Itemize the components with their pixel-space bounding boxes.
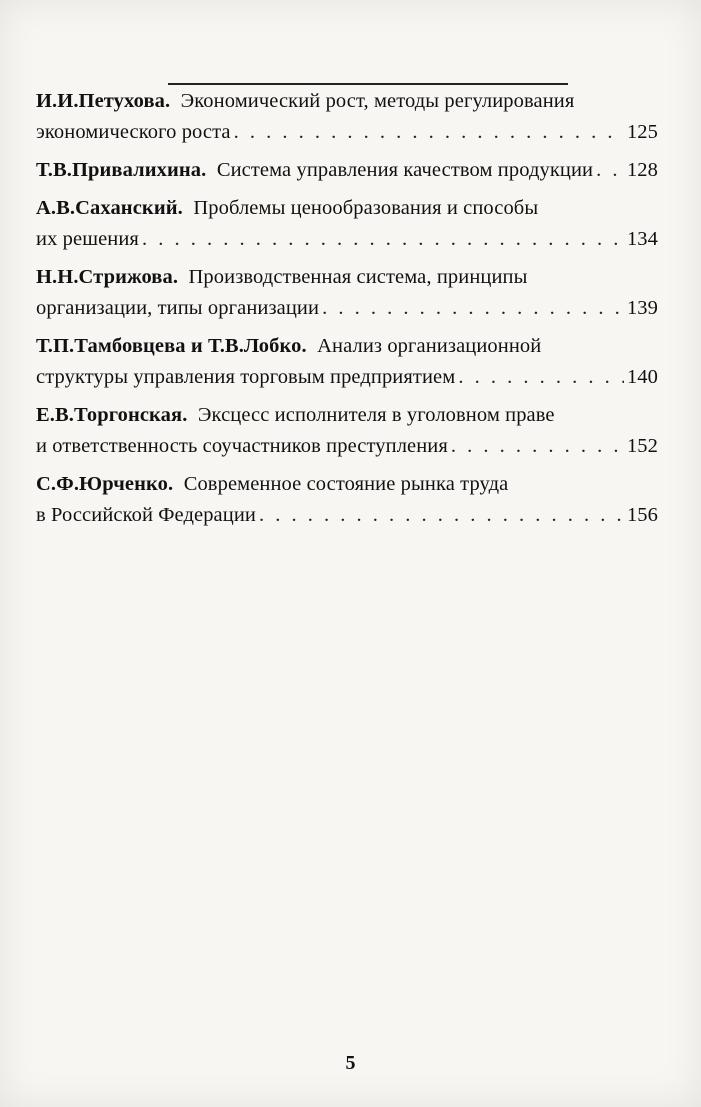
toc-title-cont: в Российской Федерации	[36, 504, 256, 526]
toc-page-number: 152	[626, 435, 658, 457]
toc-author: Т.В.Привалихина.	[36, 159, 207, 181]
leader-dots	[451, 431, 624, 462]
table-of-contents	[36, 86, 658, 538]
leader-dots	[458, 362, 624, 393]
toc-title: Система управления качеством продукции	[216, 159, 594, 181]
toc-page-number: 139	[626, 297, 658, 319]
toc-entry	[36, 262, 658, 324]
toc-author: Е.В.Торгонская.	[36, 404, 188, 426]
toc-author: С.Ф.Юрченко.	[36, 473, 174, 495]
toc-entry	[36, 469, 658, 531]
toc-title: Эксцесс исполнителя в уголовном праве	[197, 404, 555, 426]
toc-page-number: 128	[626, 159, 658, 181]
toc-entry	[36, 193, 658, 255]
toc-title-cont: и ответственность соучастников преступления	[36, 435, 448, 457]
toc-title: Экономический рост, методы регулирования	[180, 90, 575, 112]
leader-dots	[234, 117, 624, 148]
page-number: 5	[345, 1052, 356, 1074]
toc-title: Проблемы ценообразования и способы	[193, 197, 539, 219]
toc-title-cont: экономического роста	[36, 121, 231, 143]
toc-entry	[36, 155, 658, 186]
top-rule	[168, 83, 568, 85]
leader-dots	[322, 293, 624, 324]
toc-entry	[36, 86, 658, 148]
toc-title: Современное состояние рынка труда	[183, 473, 509, 495]
toc-author: И.И.Петухова.	[36, 90, 171, 112]
toc-title: Производственная система, принципы	[188, 266, 528, 288]
toc-page-number: 125	[626, 121, 658, 143]
leader-dots	[142, 224, 624, 255]
toc-author: Т.П.Тамбовцева и Т.В.Лобко.	[36, 335, 307, 357]
toc-page-number: 140	[626, 366, 658, 388]
leader-dots	[259, 500, 624, 531]
leader-dots	[596, 155, 624, 186]
toc-entry	[36, 331, 658, 393]
toc-title-cont: их решения	[36, 228, 139, 250]
toc-author: А.В.Саханский.	[36, 197, 183, 219]
toc-title: Анализ организационной	[317, 335, 542, 357]
toc-author: Н.Н.Стрижова.	[36, 266, 179, 288]
toc-page-number: 156	[626, 504, 658, 526]
toc-title-cont: организации, типы организации	[36, 297, 320, 319]
toc-title-cont: структуры управления торговым предприятием	[36, 366, 456, 388]
toc-page-number: 134	[626, 228, 658, 250]
toc-entry	[36, 400, 658, 462]
